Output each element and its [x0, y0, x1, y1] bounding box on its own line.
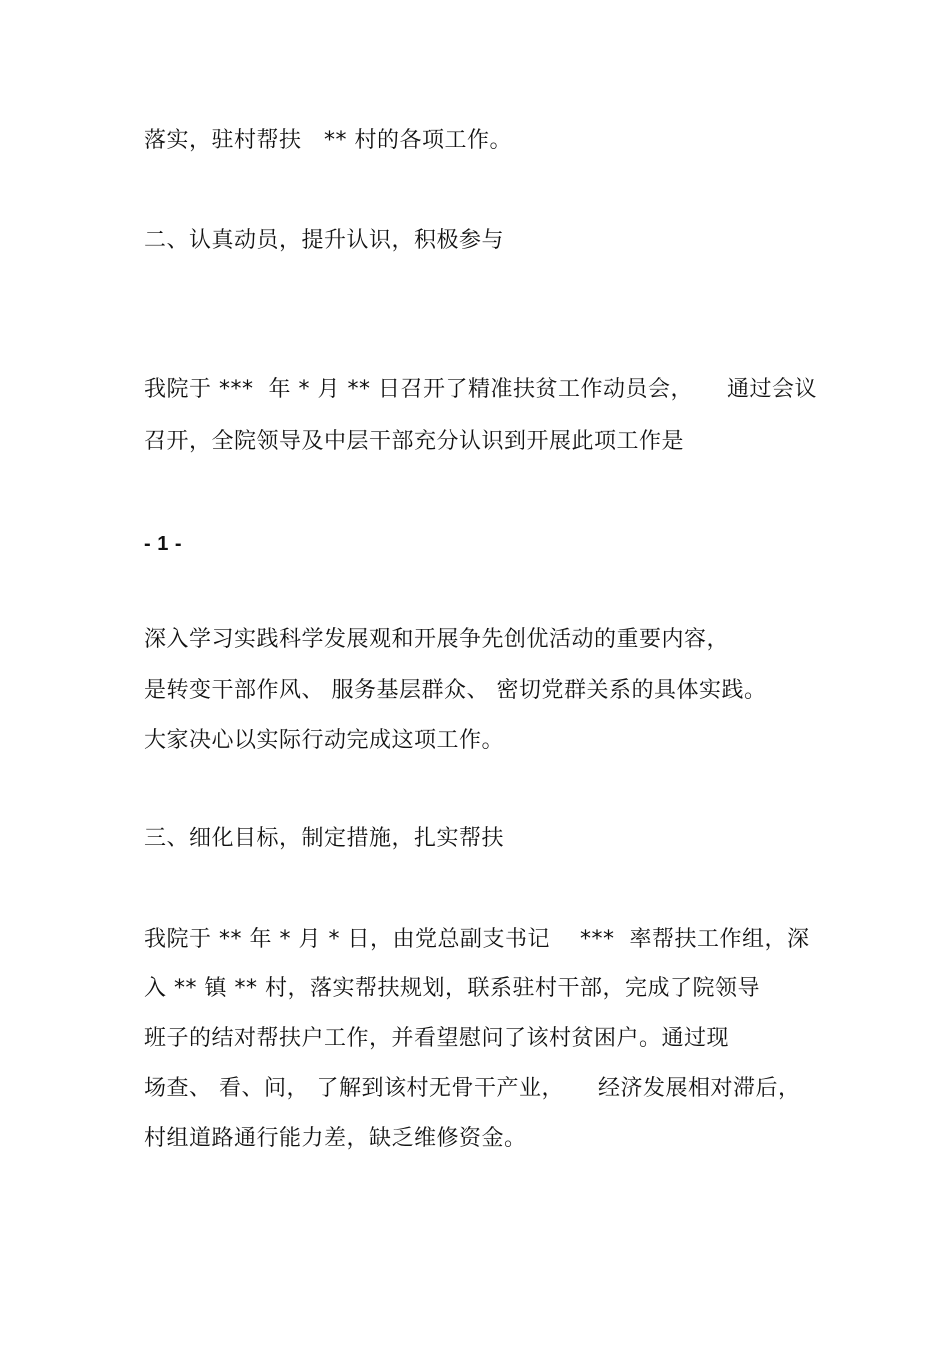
paragraph-line: 落实，驻村帮扶 ** 村的各项工作。 [144, 128, 512, 153]
paragraph-line: 深入学习实践科学发展观和开展争先创优活动的重要内容， [144, 627, 730, 652]
section-heading: 二、认真动员，提升认识，积极参与 [144, 228, 505, 253]
paragraph-line: 村组道路通行能力差，缺乏维修资金。 [144, 1126, 527, 1151]
section-heading: 三、细化目标，制定措施，扎实帮扶 [144, 826, 505, 851]
page-number: - 1 - [144, 533, 183, 555]
paragraph-line: 班子的结对帮扶户工作，并看望慰问了该村贫困户。通过现 [144, 1026, 730, 1051]
paragraph-line: 召开，全院领导及中层干部充分认识到开展此项工作是 [144, 429, 685, 454]
paragraph-line: 场查、 看、问， 了解到该村无骨干产业， 经济发展相对滞后， [144, 1076, 801, 1101]
paragraph-line: 我院于 *** 年 * 月 ** 日召开了精准扶贫工作动员会， 通过会议 [144, 377, 817, 402]
paragraph-line: 大家决心以实际行动完成这项工作。 [144, 728, 505, 753]
paragraph-line: 是转变干部作风、 服务基层群众、 密切党群关系的具体实践。 [144, 678, 767, 703]
paragraph-line: 我院于 ** 年 * 月 * 日，由党总副支书记 *** 率帮扶工作组，深 [144, 927, 810, 952]
paragraph-line: 入 ** 镇 ** 村，落实帮扶规划，联系驻村干部，完成了院领导 [144, 976, 760, 1001]
